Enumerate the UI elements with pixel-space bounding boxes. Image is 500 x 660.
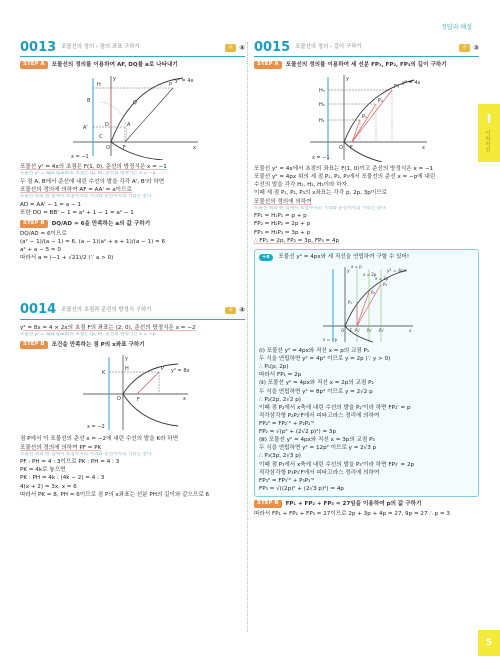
fig-label: O <box>105 145 110 152</box>
tip-line: 직각삼각형 P₃P₃'F에서 피타고라스 정리에 의하여 <box>259 469 380 476</box>
note-line: 포물선 y² = 4px (p≠0)의 초점은 (p, 0), 준선의 방정식은 x = −p <box>20 171 156 177</box>
column-divider <box>247 42 248 632</box>
step-badge: STEP B <box>254 500 282 508</box>
fig-label: y <box>346 269 350 274</box>
text-line: 따라서 a = (−1 + √21)/2 (∵ a > 0) <box>20 255 114 262</box>
fig-label: A <box>126 122 130 129</box>
step-text: 조건을 만족하는 점 P의 x좌표 구하기 <box>51 342 145 349</box>
fig-label: x = −1 <box>70 154 89 161</box>
text-line: y² = 8x = 4 × 2x의 초점 F의 좌표는 (2, 0), 준선의 방정식은 x = −2 <box>20 324 196 331</box>
fig-label: x <box>182 396 186 403</box>
q13-difficulty: 중 <box>225 44 236 51</box>
fig-label: y <box>112 76 116 83</box>
fig-label: O <box>340 328 344 333</box>
q13-number: 0013 <box>20 39 57 55</box>
q15-tip-figure <box>317 264 417 344</box>
fig-label: P₁ <box>361 114 367 121</box>
text-line: 포물선의 정의에 의하여 <box>254 198 312 205</box>
text-line: DQ/AD = 6이므로 <box>20 231 67 238</box>
fig-label: H <box>124 366 129 373</box>
chapter-side-tab[interactable] <box>478 104 500 162</box>
fig-label: P₁' <box>354 328 360 333</box>
text-line: 포물선 y² = 4x의 초점은 F(1, 0), 준선의 방정식은 x = −1 <box>20 164 167 171</box>
q15-step-a <box>254 61 479 69</box>
fig-label: B <box>86 98 90 105</box>
tip-line: 직각삼각형 P₂P₂'F에서 피타고라스 정리에 의하여 <box>259 412 380 419</box>
tip-line: FP₂ = √(p² + (2√2 p)²) = 3p <box>259 429 337 436</box>
fig-label: P₃' <box>378 328 384 333</box>
q15-step-b <box>254 500 479 508</box>
fig-label: P <box>160 366 164 373</box>
tip-line: 두 식을 연립하면 y² = 12p² 이므로 y = 2√3 p <box>259 445 377 452</box>
q15-figure <box>302 72 432 162</box>
fig-label: x = −1 <box>311 155 330 162</box>
step-badge: STEP B <box>20 341 48 349</box>
text-line: 두 점 A, B에서 준선에 내린 수선의 발을 각각 A', B'라 하면 <box>20 178 165 185</box>
step-text: 포물선의 정의를 이용하여 AF, DQ를 a로 나타내기 <box>51 62 178 68</box>
tip-heading <box>259 253 474 261</box>
q14-number: 0014 <box>20 302 57 318</box>
q13-figure <box>63 72 203 160</box>
fig-label: Q <box>132 100 137 107</box>
fig-label: H₂ <box>318 102 325 109</box>
page-header: 정답과 해설 <box>441 24 472 31</box>
fig-label: y² = 8x <box>170 368 189 375</box>
text-line: 따라서 PK = 8, PH = 6이므로 점 P의 x좌표는 선분 PH의 길이와 같으므로 6 <box>20 491 210 498</box>
tip-line: 두 식을 연립하면 y² = 4p² 이므로 y = 2p (∵ y > 0) <box>259 356 391 363</box>
fig-label: x <box>421 145 425 152</box>
fig-label: O <box>338 145 343 152</box>
text-line: (a² − 1)/(a − 1) = 6, (a − 1)(a² + a + 1)/(a − 1) = 6 <box>20 239 166 246</box>
fig-label: y² = 4x <box>174 78 193 85</box>
fig-label: P₁ <box>347 300 352 305</box>
tip-line: ∴ P₁(p, 2p) <box>259 364 289 371</box>
fig-label: P <box>168 82 172 89</box>
tip-line: FP₃² = FP₃'² + P₃P₃'² <box>259 477 315 484</box>
fig-label: K <box>101 370 105 377</box>
q13-step-a <box>20 61 245 69</box>
text-line: AD = AA' − 1 = a − 1 <box>20 201 81 208</box>
page-number: 5 <box>478 630 500 656</box>
tip-badge: +α <box>259 254 273 261</box>
tip-line: (ⅰ) 포물선 y² = 4px와 직선 x = p의 교점 P₁ <box>259 348 370 354</box>
fig-label: A' <box>82 125 88 132</box>
note-line: 포물선 y² = 4px (p≠0)의 초점은 (p, 0), 준선의 방정식은 x = −p <box>20 331 156 337</box>
fig-label: y <box>345 76 349 83</box>
text-line: 또한 DQ = BB' − 1 = a² + 1 − 1 = a² − 1 <box>20 209 134 216</box>
q15-header <box>254 40 479 57</box>
fig-label: O <box>116 396 121 403</box>
fig-label: F <box>349 328 352 333</box>
tip-line: 따라서 FP₁ = 2p <box>259 372 302 379</box>
step-badge: STEP B <box>20 220 48 228</box>
q14-difficulty: 중 <box>225 307 236 314</box>
text-line: 4(x + 2) = 3x, x = 6 <box>20 483 77 490</box>
fig-label: x = 3p <box>374 276 388 281</box>
tip-line: ∴ P₂(2p, 2√2 p) <box>259 396 301 403</box>
q14-topic: 포물선의 초점과 준선의 방정식 구하기 <box>61 306 152 313</box>
right-column <box>254 40 479 518</box>
fig-label: H <box>96 82 101 89</box>
text-line: ∴ FP₁ = 2p, FP₂ = 3p, FP₃ = 4p <box>254 237 340 244</box>
text-line: 포물선 y² = 4x에서 초점의 좌표는 F(1, 0)이고 준선의 방정식은 x = −1 <box>254 166 434 173</box>
fig-label: F <box>349 145 353 152</box>
text-line: 수선의 발을 각각 H₁, H₂, H₃이라 하자. <box>254 182 349 189</box>
tip-line: (ⅲ) 포물선 y² = 4px와 직선 x = 3p의 교점 P₃ <box>259 437 375 444</box>
tip-line: 두 식을 연립하면 y² = 8p² 이므로 y = 2√2 p <box>259 388 373 395</box>
q15-number: 0015 <box>254 39 291 55</box>
step-badge: STEP A <box>20 61 48 69</box>
q15-answer: ③ <box>473 43 479 52</box>
text-line: FP₂ = H₂P₂ = 2p + p <box>254 221 311 228</box>
tip-line: FP₂² = FP₂'² + P₂P₂'² <box>259 420 315 427</box>
note-line: 포물선 위의 한 점에서 초점까지의 거리와 준선까지의 거리는 같다. <box>254 205 387 211</box>
text-line: 따라서 FP₁ + FP₂ + FP₃ = 27이므로 2p + 3p + 4p = 27, 9p = 27 ∴ p = 3 <box>254 511 450 518</box>
fig-label: x = −2 <box>86 424 105 431</box>
tip-text: 포물선 y² = 4px와 세 직선을 연립하여 구할 수 있어! <box>278 253 410 260</box>
fig-label: P₃ <box>382 282 387 287</box>
fig-label: y² = 4x <box>401 80 420 87</box>
text-line: 포물선의 정의에 의하여 PF = PK <box>20 444 102 451</box>
fig-label: x <box>408 328 411 333</box>
tip-line: ∴ P₃(3p, 2√3 p) <box>259 453 301 460</box>
step-badge: STEP A <box>254 61 282 69</box>
fig-label: x = 2p <box>362 272 376 277</box>
text-line: PK = 4k로 놓으면 <box>20 467 66 474</box>
chapter-roman: I <box>486 112 492 126</box>
q13-step-b <box>20 220 245 228</box>
q13-topic: 포물선의 정의 › 점의 좌표 구하기 <box>61 44 140 51</box>
text-line: FP₁ = H₁P₁ = p + p <box>254 213 307 220</box>
step-text: DQ/AD = 6을 만족하는 a의 값 구하기 <box>51 220 151 227</box>
tip-line: 이때 점 P₃에서 x축에 내린 수선의 발을 P₃'이라 하면 FP₃' = 2p <box>259 461 415 468</box>
text-line: 포물선 y² = 4px 위의 세 점 P₁, P₂, P₃에서 포물선의 준선 x = −p에 내린 <box>254 174 436 181</box>
note-line: 포물선 위의 한 점에서 초점까지의 거리와 준선까지의 거리는 같다. <box>20 194 153 200</box>
fig-label: D <box>104 122 109 129</box>
fig-label: H₁ <box>318 118 325 125</box>
text-line: 포물선의 정의에 의하여 AF = AA' = a이므로 <box>20 186 132 193</box>
left-column <box>20 40 245 499</box>
fig-label: P₂' <box>366 328 372 333</box>
fig-label: P₂ <box>370 290 375 295</box>
tip-line: FP₃ = √((2p)² + (2√3 p)²) = 4p <box>259 485 344 492</box>
fig-label: x = p <box>350 264 362 269</box>
fig-label: H₃ <box>318 88 325 95</box>
q14-answer: ④ <box>239 306 245 315</box>
text-line: PK : PH = 4k : (4k − 2) = 4 : 3 <box>20 475 105 482</box>
fig-label: P₃ <box>393 84 399 91</box>
q14-figure <box>73 352 193 432</box>
fig-label: F <box>136 397 140 404</box>
text-line: FP₃ = H₃P₃ = 3p + p <box>254 229 311 236</box>
chapter-label: 이차곡선 <box>483 130 490 152</box>
fig-label: P₂ <box>377 98 383 105</box>
fig-label: x = −p <box>322 337 337 342</box>
text-line: PF : PH = 4 : 3이므로 PK : PH = 4 : 3 <box>20 459 120 466</box>
tip-line: (ⅱ) 포물선 y² = 4px와 직선 x = 2p의 교점 P₂ <box>259 380 374 387</box>
fig-label: y <box>124 356 128 363</box>
q15-topic: 포물선의 정의 › 길이 구하기 <box>295 44 362 51</box>
q13-answer: ④ <box>239 43 245 52</box>
tip-line: 이때 점 P₂에서 x축에 내린 수선의 발을 P₂'이라 하면 FP₂' = p <box>259 404 411 411</box>
q13-header <box>20 40 245 57</box>
text-line: 이때 세 점 P₁, P₂, P₃의 x좌표는 각각 p, 2p, 3p이므로 <box>254 190 388 197</box>
fig-label: F <box>122 145 126 152</box>
q14-header <box>20 303 245 320</box>
note-line: 포물선 위의 한 점에서 초점까지의 거리와 준선까지의 거리는 같다. <box>20 451 153 457</box>
fig-label: x <box>192 145 196 152</box>
step-text: FP₁ + FP₂ + FP₃ = 27임을 이용하여 p의 값 구하기 <box>285 500 422 507</box>
step-text: 포물선의 정의를 이용하여 세 선분 FP₁, FP₂, FP₃의 길이 구하기 <box>285 62 447 68</box>
q14-step-b <box>20 341 245 349</box>
text-line: 점 P에서 이 포물선의 준선 x = −2에 내린 수선의 발을 K라 하면 <box>20 436 179 443</box>
q15-difficulty: 중 <box>459 44 470 51</box>
fig-label: y² = 4px <box>386 269 406 274</box>
text-line: a² + a − 5 = 0 <box>20 247 61 254</box>
tip-box <box>254 249 479 497</box>
fig-label: C <box>98 134 102 141</box>
